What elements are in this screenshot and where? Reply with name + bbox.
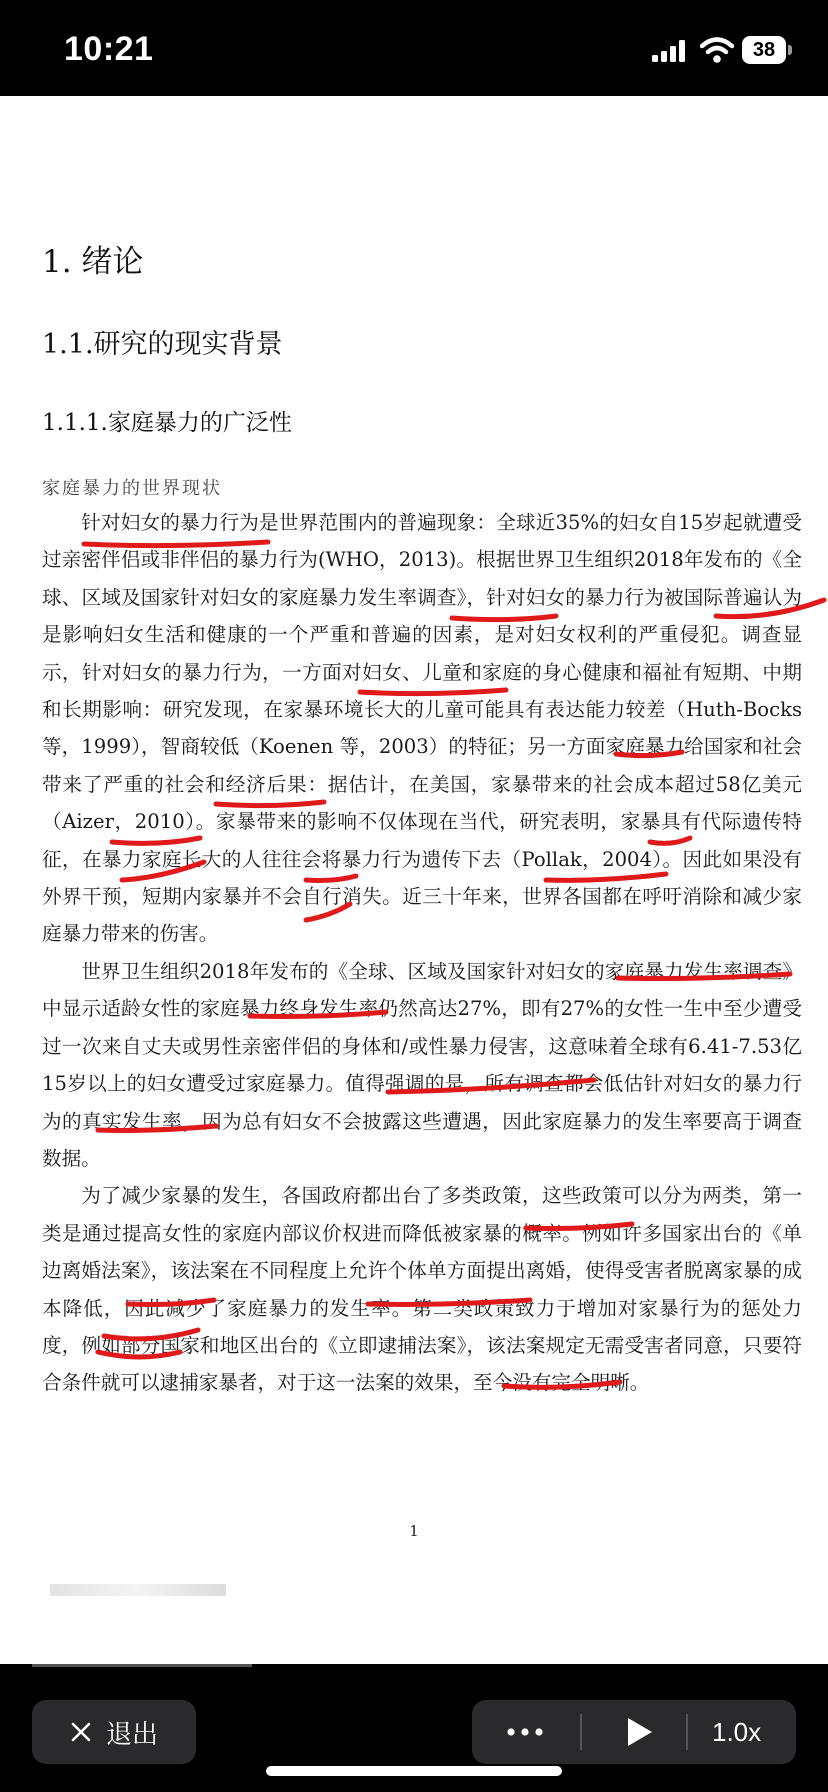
- status-bar: [0, 0, 828, 96]
- playback-controls: [472, 1700, 796, 1764]
- underline-mark: [526, 1224, 632, 1229]
- underline-mark: [388, 1080, 594, 1092]
- paragraph: 世界卫生组织2018年发布的《全球、区域及国家针对妇女的家庭暴力发生率调查》中显示适龄女性的家庭暴力终身发生率仍然高达27%，即有27%的女性一生中至少遭受过一次来自丈夫或男性亲密伴侣的身体和/或性暴力侵害，这意味着全球有6.41-7.53亿15岁以上的妇女遭受过家庭暴力。值得强调的是，所有调查都会低估针对妇女的暴力行为的真实发生率，因为总有妇女不会披露这些遭遇，因此家庭暴力的发生率要高于调查数据。: [42, 959, 802, 1170]
- underline-mark: [616, 752, 682, 756]
- underline-mark: [306, 904, 350, 920]
- underline-mark: [306, 876, 356, 881]
- underline-mark: [368, 1300, 530, 1305]
- underline-mark: [98, 1126, 216, 1131]
- home-indicator[interactable]: [266, 1766, 562, 1776]
- underline-mark: [216, 802, 324, 806]
- paragraph: 针对妇女的暴力行为是世界范围内的普遍现象：全球近35%的妇女自15岁起就遭受过亲密伴侣或非伴侣的暴力行为(WHO，2013)。根据世界卫生组织2018年发布的《全球、区域及国家针对妇女的家庭暴力发生率调查》，针对妇女的暴力行为被国际普遍认为是影响妇女生活和健康的一个严重和普遍的因素，是对妇女权利的严重侵犯。调查显示，针对妇女的暴力行为，一方面对妇女、儿童和家庭的身心健康和福祉有短期、中期和长期影响：研究发现，在家暴环境长大的儿童可能具有表达能力较差（Huth-Bocks 等，1999），智商较低（Koenen 等，2003）的特征；另一方面家庭暴力给国家和社会带来了严重的社会和经济后果：据估计，在美国，家暴带来的社会成本超过58亿美元（Aizer，2010）。家暴带来的影响不仅体现在当代，研究表明，家暴具有代际遗传特征，在暴力家庭长大的人往往会将暴力行为遗传下去（Pollak，2004）。因此如果没有外界干预，短期内家暴并不会自行消失。近三十年来，世界各国都在呼吁消除和减少家庭暴力带来的伤害。: [42, 511, 802, 946]
- exit-label: 退出: [105, 1718, 158, 1749]
- underline-mark: [112, 838, 200, 843]
- more-icon[interactable]: [500, 1714, 550, 1750]
- underline-mark: [452, 616, 556, 620]
- battery-icon: [742, 36, 794, 64]
- underline-mark: [650, 838, 690, 843]
- underline-mark: [250, 1012, 386, 1017]
- red-underline-annotations: [0, 96, 828, 1664]
- underline-mark: [98, 1352, 180, 1357]
- underline-mark: [716, 600, 824, 617]
- page-number: 1: [409, 1522, 419, 1540]
- underline-mark: [618, 974, 790, 979]
- cellular-signal-icon: [652, 40, 688, 62]
- topic-subheading: 家庭暴力的世界现状: [42, 478, 222, 499]
- underline-mark: [122, 862, 204, 880]
- playback-speed-button[interactable]: 1.0x: [712, 1717, 762, 1747]
- underline-mark: [504, 1382, 620, 1387]
- clock: 10:21: [64, 30, 154, 68]
- exit-button[interactable]: [32, 1700, 196, 1764]
- document-page[interactable]: [0, 96, 828, 1664]
- underline-mark: [546, 874, 666, 880]
- chapter-title: 1. 绪论: [42, 244, 144, 280]
- scan-artifact: [50, 1584, 226, 1596]
- underline-mark: [128, 1300, 214, 1305]
- progress-scrubber[interactable]: [32, 1664, 252, 1667]
- play-icon[interactable]: [620, 1714, 656, 1750]
- subsection-title: 1.1.1.家庭暴力的广泛性: [42, 410, 292, 436]
- close-icon: [70, 1721, 92, 1743]
- paragraph: 为了减少家暴的发生，各国政府都出台了多类政策，这些政策可以分为两类，第一类是通过提高女性的家庭内部议价权进而降低被家暴的概率。例如许多国家出台的《单边离婚法案》，该法案在不同程度上允许个体单方面提出离婚，使得受害者脱离家暴的成本降低，因此减少了家庭暴力的发生率。第二类政策致力于增加对家暴行为的惩处力度，例如部分国家和地区出台的《立即逮捕法案》，该法案规定无需受害者同意，只要符合条件就可以逮捕家暴者，对于这一法案的效果，至今没有完全明晰。: [42, 1184, 802, 1395]
- underline-mark: [84, 542, 268, 546]
- underline-mark: [360, 690, 506, 694]
- underline-mark: [104, 1330, 198, 1339]
- battery-level: 38: [742, 36, 786, 64]
- section-title: 1.1.研究的现实背景: [42, 329, 283, 360]
- wifi-icon: [700, 36, 734, 64]
